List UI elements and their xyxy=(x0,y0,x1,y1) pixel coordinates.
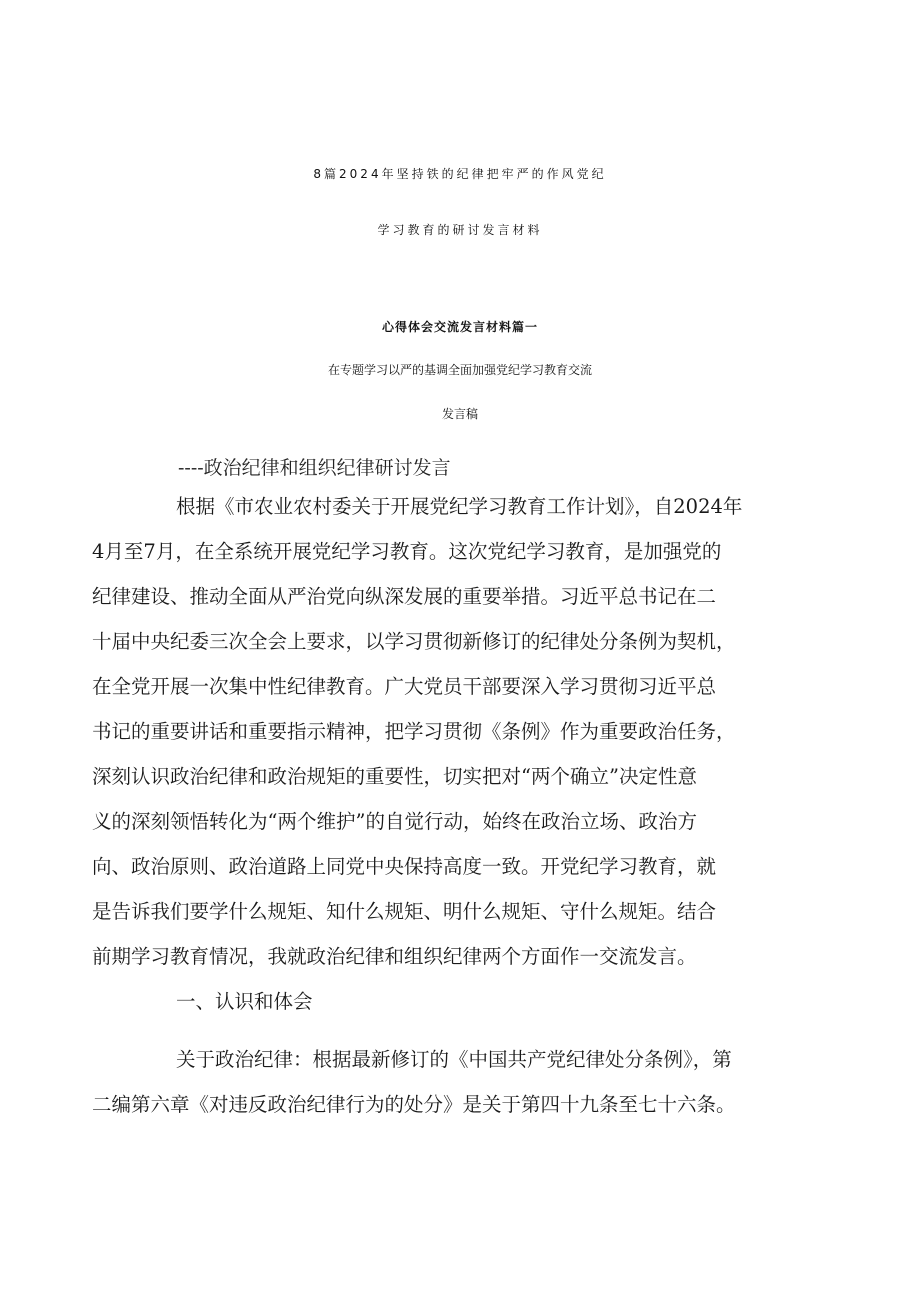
paragraph1-line: 在全党开展一次集中性纪律教育。广大党员干部要深入学习贯彻习近平总 xyxy=(92,675,717,698)
paragraph1-line: 深刻认识政治纪律和政治规矩的重要性，切实把对“两个确立”决定性意 xyxy=(92,765,697,788)
paragraph1-line: 4月至7月，在全系统开展党纪学习教育。这次党纪学习教育，是加强党的 xyxy=(92,540,722,563)
speech-title-line-1: 在专题学习以严的基调全面加强党纪学习教育交流 xyxy=(327,363,592,377)
document-title-line-1: 8篇2024年坚持铁的纪律把牢严的作风党纪 xyxy=(313,167,607,181)
section-heading: 一、认识和体会 xyxy=(176,990,313,1013)
paragraph1-line: 十届中央纪委三次全会上要求，以学习贯彻新修订的纪律处分条例为契机， xyxy=(92,630,736,653)
paragraph1-line: 前期学习教育情况，我就政治纪律和组织纪律两个方面作一交流发言。 xyxy=(92,945,697,968)
paragraph1-line: 是告诉我们要学什么规矩、知什么规矩、明什么规矩、守什么规矩。结合 xyxy=(92,900,717,923)
paragraph2-line: 关于政治纪律：根据最新修订的《中国共产党纪律处分条例》，第 xyxy=(176,1048,732,1071)
section-label: 心得体会交流发言材料篇一 xyxy=(381,320,538,334)
paragraph2-line: 二编第六章《对违反政治纪律行为的处分》是关于第四十九条至七十六条。 xyxy=(92,1093,736,1116)
speech-subtitle: ----政治纪律和组织纪律研讨发言 xyxy=(178,457,451,479)
paragraph1-line: 向、政治原则、政治道路上同党中央保持高度一致。开党纪学习教育，就 xyxy=(92,855,717,878)
paragraph1-line: 根据《市农业农村委关于开展党纪学习教育工作计划》，自2024年 xyxy=(176,495,743,518)
paragraph1-line: 义的深刻领悟转化为“两个维护”的自觉行动，始终在政治立场、政治方 xyxy=(92,810,697,833)
speech-title-line-2: 发言稿 xyxy=(441,407,478,421)
paragraph1-line: 纪律建设、推动全面从严治党向纵深发展的重要举措。习近平总书记在二 xyxy=(92,585,717,608)
document-title-line-2: 学习教育的研讨发言材料 xyxy=(377,223,543,237)
paragraph1-line: 书记的重要讲话和重要指示精神，把学习贯彻《条例》作为重要政治任务， xyxy=(92,720,736,743)
